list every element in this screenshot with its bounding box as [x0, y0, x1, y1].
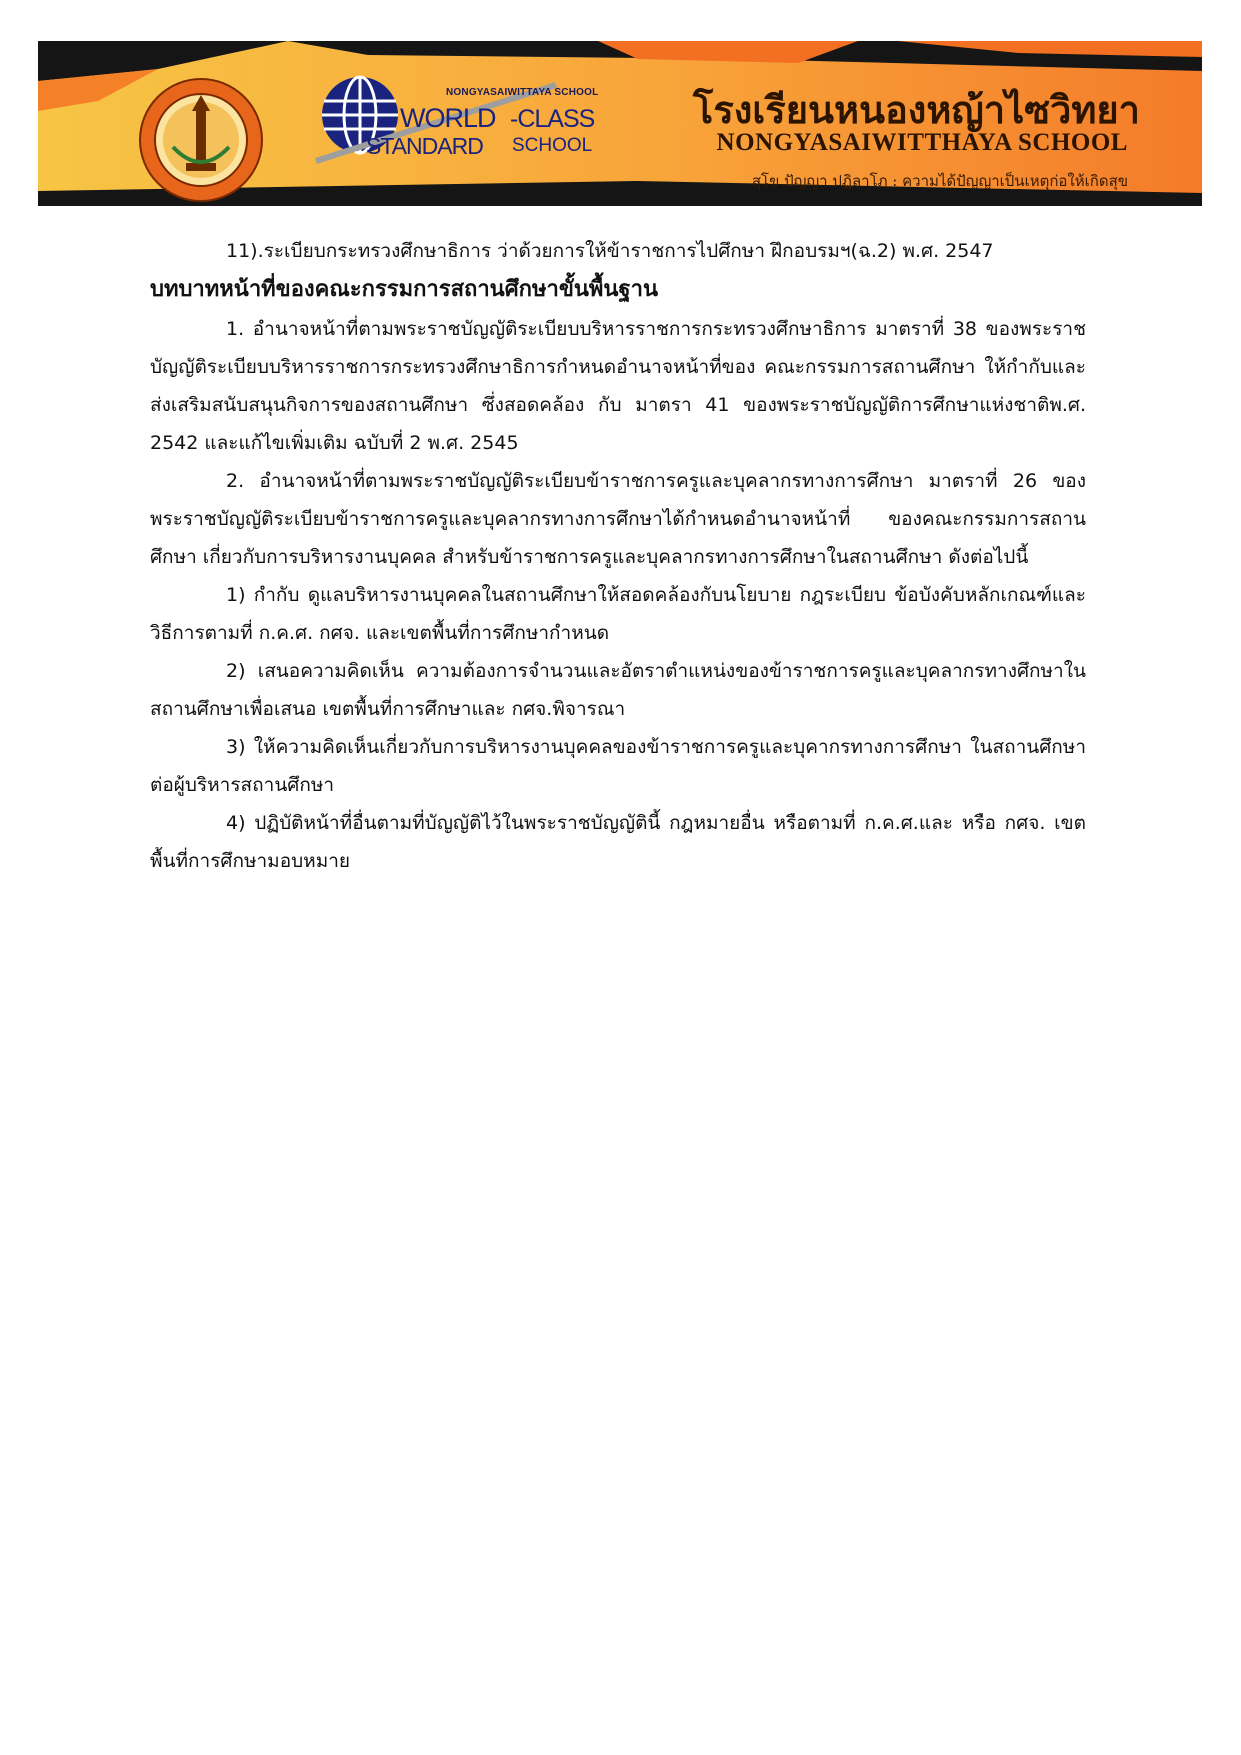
sub-item-4: 4) ปฏิบัติหน้าที่อื่นตามที่บัญญัติไว้ในพระราชบัญญัตินี้ กฎหมายอื่น หรือตามที่ ก.ค.ศ.และ หรือ กศจ. เขตพื้นที่การศึกษามอบหมาย — [150, 812, 1086, 872]
sub-item-1: 1) กำกับ ดูแลบริหารงานบุคคลในสถานศึกษาให้สอดคล้องกับนโยบาย กฎระเบียบ ข้อบังคับหลักเกณฑ์และวิธีการตามที่ ก.ค.ศ. กศจ. และเขตพื้นที่การศึกษากำหนด — [150, 584, 1086, 644]
section-heading: บทบาทหน้าที่ของคณะกรรมการสถานศึกษาขั้นพื้นฐาน — [150, 277, 658, 302]
header-banner — [38, 41, 1202, 206]
sub-item-2: 2) เสนอความคิดเห็น ความต้องการจำนวนและอัตราตำแหน่งของข้าราชการครูและบุคลากรทางศึกษาในสถานศึกษาเพื่อเสนอ เขตพื้นที่การศึกษาและ กศจ.พิจารณา — [150, 660, 1086, 720]
paragraph-1: 1. อำนาจหน้าที่ตามพระราชบัญญัติระเบียบบริหารราชการกระทรวงศึกษาธิการ มาตราที่ 38 ของพระราชบัญญัติระเบียบบริหารราชการกระทรวงศึกษาธิการกำหนดอำนาจหน้าที่ของ คณะกรรมการสถานศึกษา ให้กำกับและ ส่งเสริมสนับสนุนกิจการของสถานศึกษา ซึ่งสอดคล้อง กับ มาตรา 41 ของพระราชบัญญัติการศึกษาแห่งชาติพ.ศ. 2542 และแก้ไขเพิ่มเติม ฉบับที่ 2 พ.ศ. 2545 — [150, 318, 1086, 454]
school-seal-icon — [138, 77, 264, 203]
school-motto: สุโข ปัญญา ปฏิลาโภ : ความได้ปัญญาเป็นเหตุก่อให้เกิดสุข — [751, 172, 1128, 190]
wcs-top-label: NONGYASAIWITTAYA SCHOOL — [446, 87, 599, 98]
paragraph-2: 2. อำนาจหน้าที่ตามพระราชบัญญัติระเบียบข้าราชการครูและบุคลากรทางการศึกษา มาตราที่ 26 ของ พระราชบัญญัติระเบียบข้าราชการครูและบุคลากรทางการศึกษาได้กำหนดอำนาจหน้าที่ ของคณะกรรมการสถานศึกษา เกี่ยวกับการบริหารงานบุคคล สำหรับข้าราชการครูและบุคลากรทางการศึกษาในสถานศึกษา ดังต่อไปนี้ — [150, 470, 1086, 568]
document-body — [150, 232, 1086, 880]
school-name-thai: โรงเรียนหนองหญ้าไซวิทยา — [692, 87, 1140, 132]
wcs-standard-text: STANDARD — [366, 133, 483, 159]
school-name-english: NONGYASAIWITTHAYA SCHOOL — [716, 129, 1128, 156]
sub-item-3: 3) ให้ความคิดเห็นเกี่ยวกับการบริหารงานบุคคลของข้าราชการครูและบุคากรทางการศึกษา ในสถานศึกษาต่อผู้บริหารสถานศึกษา — [150, 736, 1086, 796]
wcs-school-text: SCHOOL — [512, 135, 593, 156]
wcs-class-text: -CLASS — [510, 105, 595, 133]
item-11: 11).ระเบียบกระทรวงศึกษาธิการ ว่าด้วยการให้ข้าราชการไปศึกษา ฝึกอบรมฯ(ฉ.2) พ.ศ. 2547 — [226, 240, 994, 262]
wcs-world-text: WORLD — [400, 103, 496, 133]
